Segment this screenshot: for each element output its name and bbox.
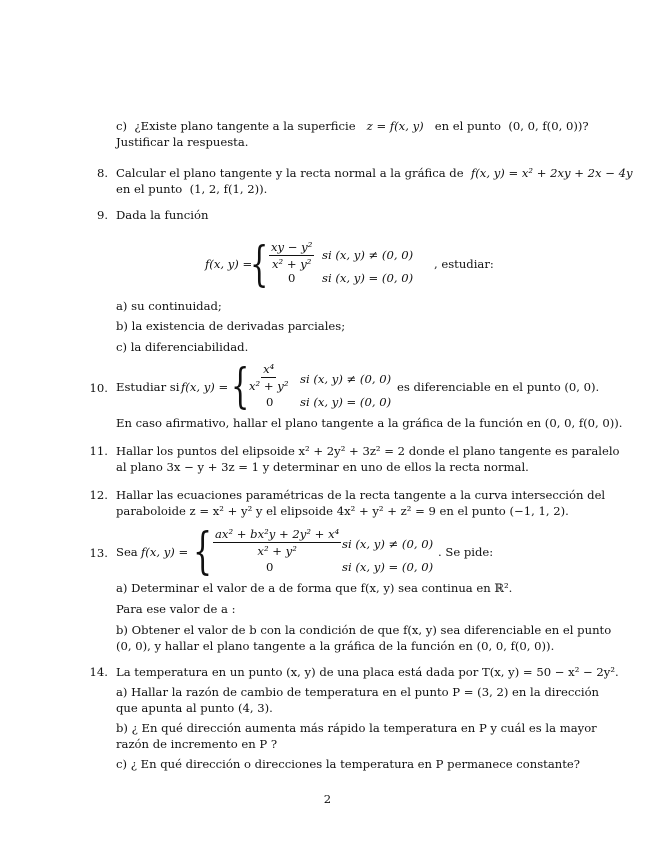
item-c-line2: Justificar la respuesta. bbox=[116, 135, 249, 149]
problem-number: 13. bbox=[89, 546, 108, 560]
p9-case1-frac: $\frac{\text{xy − y²}}{\text{x² + y²}}$ bbox=[271, 240, 313, 271]
problem-number: 10. bbox=[89, 381, 108, 395]
p9-case2-val: 0 bbox=[288, 271, 296, 285]
p14-c: c) ¿ En qué dirección o direcciones la temperatura en P permanece constante? bbox=[116, 757, 580, 771]
p13-brace: { bbox=[193, 522, 213, 580]
p10-tail: es diferenciable en el punto (0, 0). bbox=[397, 380, 600, 394]
p9-tail: , estudiar: bbox=[434, 257, 494, 271]
p14-line1: La temperatura en un punto (x, y) de una placa está dada por T(x, y) = 50 − x² − 2y². bbox=[116, 665, 619, 679]
problem-number: 12. bbox=[89, 488, 108, 502]
problem-8-line2: en el punto (1, 2, f(1, 2)). bbox=[116, 182, 268, 196]
p10-line2: En caso afirmativo, hallar el plano tangente a la gráfica de la función en (0, 0, f(0, 0)). bbox=[116, 416, 623, 430]
p13-case2-val: 0 bbox=[266, 560, 274, 574]
p9-a: a) su continuidad; bbox=[116, 299, 222, 313]
p10-intro: Estudiar si bbox=[116, 380, 180, 394]
p9-brace: { bbox=[250, 236, 269, 292]
problem-number: 8. bbox=[96, 166, 108, 180]
p12-line1: Hallar las ecuaciones paramétricas de la recta tangente a la curva intersección del bbox=[116, 488, 606, 502]
p10-case1-frac: $\frac{\text{x⁴}}{\text{x² + y²}}$ bbox=[249, 362, 289, 393]
problem-9-intro: Dada la función bbox=[116, 208, 209, 222]
p10-case2-val: 0 bbox=[266, 395, 274, 409]
page-number: 2 bbox=[323, 792, 332, 806]
p11-line1: Hallar los puntos del elipsoide x² + 2y² + 3z² = 2 donde el plano tangente es paralelo bbox=[116, 444, 620, 458]
p12-line2: paraboloide z = x² + y² y el elipsoide 4x² + y² + z² = 9 en el punto (−1, 1, 2). bbox=[116, 504, 569, 518]
p10-case1-cond: si (x, y) ≠ (0, 0) bbox=[300, 372, 392, 386]
p9-lhs: f(x, y) = bbox=[205, 257, 253, 271]
p14-a2: que apunta al punto (4, 3). bbox=[116, 701, 273, 715]
item-c-line1: c) ¿Existe plano tangente a la superficie z = f(x, y) en el punto (0, 0, f(0, 0))? bbox=[116, 119, 589, 133]
p13-case2-cond: si (x, y) = (0, 0) bbox=[342, 560, 434, 574]
problem-number: 9. bbox=[96, 208, 108, 222]
problem-number: 11. bbox=[89, 444, 108, 458]
problem-number: 14. bbox=[89, 665, 108, 679]
p10-lhs: f(x, y) = bbox=[181, 380, 229, 394]
p13-a: a) Determinar el valor de a de forma que f(x, y) sea continua en ℝ². bbox=[116, 581, 513, 595]
p13-case1-frac: $\frac{\text{ax² + bx²y + 2y² + x⁴}}{\text{x² + y²}}$ bbox=[215, 527, 340, 558]
p9-case1-cond: si (x, y) ≠ (0, 0) bbox=[322, 248, 414, 262]
p9-b: b) la existencia de derivadas parciales; bbox=[116, 319, 346, 333]
p13-tail: . Se pide: bbox=[438, 545, 494, 559]
p10-brace: { bbox=[231, 358, 250, 414]
p13-mid: Para ese valor de a : bbox=[116, 602, 236, 616]
p13-intro: Sea bbox=[116, 545, 138, 559]
p14-b1: b) ¿ En qué dirección aumenta más rápido la temperatura en P y cuál es la mayor bbox=[116, 721, 597, 735]
p14-a1: a) Hallar la razón de cambio de temperatura en el punto P = (3, 2) en la dirección bbox=[116, 685, 600, 699]
p9-c: c) la diferenciabilidad. bbox=[116, 340, 249, 354]
p9-case2-cond: si (x, y) = (0, 0) bbox=[322, 271, 414, 285]
problem-8-line1: Calcular el plano tangente y la recta normal a la gráfica de f(x, y) = x² + 2xy + 2x − 4y bbox=[116, 166, 633, 180]
p13-lhs: f(x, y) = bbox=[141, 545, 189, 559]
p13-b2: (0, 0), y hallar el plano tangente a la gráfica de la función en (0, 0, f(0, 0)). bbox=[116, 639, 555, 653]
p11-line2: al plano 3x − y + 3z = 1 y determinar en uno de ellos la recta normal. bbox=[116, 460, 529, 474]
p10-case2-cond: si (x, y) = (0, 0) bbox=[300, 395, 392, 409]
p13-case1-cond: si (x, y) ≠ (0, 0) bbox=[342, 537, 434, 551]
p13-b1: b) Obtener el valor de b con la condición de que f(x, y) sea diferenciable en el punto bbox=[116, 623, 612, 637]
p14-b2: razón de incremento en P ? bbox=[116, 737, 278, 751]
